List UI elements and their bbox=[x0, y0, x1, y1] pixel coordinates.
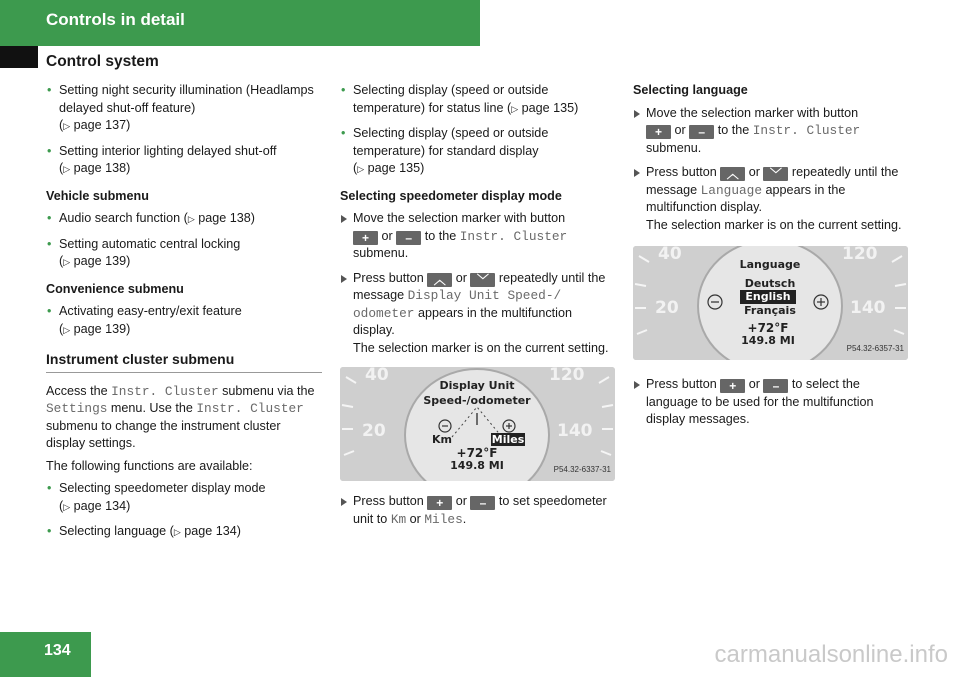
page-ref-arrow-icon: ▷ bbox=[63, 164, 71, 174]
up-button-icon: ︿ bbox=[720, 167, 745, 181]
figure-code: P54.32-6337-31 bbox=[553, 464, 611, 474]
page-link[interactable]: page 137 bbox=[73, 118, 127, 132]
page-link[interactable]: page 134 bbox=[73, 498, 127, 513]
minus-button-icon: – bbox=[689, 125, 714, 139]
option-miles-selected: Miles bbox=[491, 433, 525, 446]
subheading-convenience: Convenience submenu bbox=[46, 281, 184, 296]
paragraph-functions: The following functions are available: bbox=[46, 458, 253, 473]
section-marker bbox=[0, 46, 38, 68]
list-item: • Setting night security illumination (Headlamps delayed shut-off feature) (▷ page 137) bbox=[46, 82, 322, 136]
outside-temperature: +72°F bbox=[747, 321, 789, 335]
page-ref-arrow-icon: ▷ bbox=[357, 164, 365, 174]
list-item: • Selecting display (speed or outside temperature) for status line (▷ page 135) bbox=[340, 82, 616, 118]
step-item: Press button ︿ or ﹀ repeatedly until the message Language appears in the multifunction display. The selection marker is on the current setting. bbox=[633, 164, 911, 234]
down-button-icon: ﹀ bbox=[470, 273, 495, 287]
gauge-label-20: 20 bbox=[362, 421, 386, 441]
subheading-vehicle: Vehicle submenu bbox=[46, 188, 149, 203]
gauge-label-20: 20 bbox=[655, 298, 679, 318]
column-right bbox=[633, 82, 911, 436]
subheading-language: Selecting language bbox=[633, 83, 748, 97]
list-item: • Selecting speedometer display mode (▷ page 134) bbox=[46, 480, 322, 516]
cluster-display-language-figure bbox=[633, 246, 908, 360]
chapter-header-bar bbox=[0, 0, 480, 46]
gauge-label-120: 120 bbox=[842, 246, 878, 264]
column-middle bbox=[340, 82, 616, 535]
chapter-title: Controls in detail bbox=[46, 10, 185, 29]
page-link[interactable]: page 138 bbox=[73, 161, 127, 175]
up-button-icon: ︿ bbox=[427, 273, 452, 287]
page-ref-arrow-icon: ▷ bbox=[63, 501, 71, 512]
page-ref-arrow-icon: ▷ bbox=[63, 324, 71, 335]
gauge-label-40: 40 bbox=[658, 246, 682, 264]
paragraph-access: Access the Instr. Cluster submenu via the Settings menu. Use the Instr. Cluster submenu to change the instrument cluster display settings. bbox=[46, 383, 315, 450]
page-ref-arrow-icon: ▷ bbox=[63, 121, 71, 131]
page-number: 134 bbox=[44, 642, 71, 659]
watermark-text: carmanualsonline.info bbox=[714, 641, 948, 668]
plus-button-icon: + bbox=[427, 496, 452, 510]
minus-button-icon: – bbox=[470, 496, 495, 510]
outside-temperature: +72°F bbox=[456, 446, 498, 460]
page-number-box bbox=[0, 632, 91, 677]
list-item: • Activating easy-entry/exit feature (▷ page 139) bbox=[46, 303, 322, 339]
subheading-speedometer-mode: Selecting speedometer display mode bbox=[340, 188, 562, 203]
language-option-deutsch: Deutsch bbox=[744, 277, 796, 290]
page-ref-arrow-icon: ▷ bbox=[511, 103, 519, 114]
page-link[interactable]: page 139 bbox=[73, 321, 127, 336]
list-item: • Selecting language (▷ page 134) bbox=[46, 523, 322, 542]
page-link[interactable]: page 135 bbox=[367, 161, 421, 175]
cluster-display-speedometer-figure bbox=[340, 367, 615, 481]
column-left bbox=[46, 82, 322, 549]
figure-code: P54.32-6357-31 bbox=[846, 343, 904, 353]
section-title: Control system bbox=[46, 53, 159, 70]
display-title-language: Language bbox=[739, 258, 801, 271]
down-button-icon: ﹀ bbox=[763, 167, 788, 181]
page-link[interactable]: page 134 bbox=[184, 524, 237, 538]
display-title-line2: Speed-/odometer bbox=[423, 394, 531, 407]
odometer-reading: 149.8 MI bbox=[450, 459, 504, 472]
gauge-label-40: 40 bbox=[365, 367, 389, 385]
page-ref-arrow-icon: ▷ bbox=[187, 214, 195, 224]
gauge-label-140: 140 bbox=[557, 421, 593, 441]
heading-instrument-cluster: Instrument cluster submenu bbox=[46, 351, 322, 373]
display-title-line1: Display Unit bbox=[439, 379, 515, 392]
list-item: • Audio search function (▷ page 138) bbox=[46, 210, 322, 229]
list-item: • Selecting display (speed or outside temperature) for standard display (▷ page 135) bbox=[340, 125, 616, 179]
page-link[interactable]: page 139 bbox=[73, 254, 127, 268]
minus-button-icon: – bbox=[396, 231, 421, 245]
option-km: Km bbox=[432, 433, 452, 446]
language-option-english-selected: English bbox=[745, 290, 791, 303]
odometer-reading: 149.8 MI bbox=[741, 334, 795, 347]
step-item: Move the selection marker with button + or – to the Instr. Cluster submenu. bbox=[340, 210, 616, 263]
list-item: • Setting automatic central locking (▷ page 139) bbox=[46, 236, 322, 272]
list-item: • Setting interior lighting delayed shut-off (▷ page 138) bbox=[46, 143, 322, 179]
plus-button-icon: + bbox=[720, 379, 745, 393]
language-option-francais: Français bbox=[744, 304, 796, 317]
step-item: Press button ︿ or ﹀ repeatedly until the message Display Unit Speed-/ odometer appears in the multifunction display. The selection marker is on the current setting. bbox=[340, 270, 616, 358]
page-link[interactable]: page 135 bbox=[521, 100, 575, 115]
gauge-label-140: 140 bbox=[850, 298, 886, 318]
plus-button-icon: + bbox=[646, 125, 671, 139]
page-link[interactable]: page 138 bbox=[198, 211, 251, 225]
page-ref-arrow-icon: ▷ bbox=[63, 257, 71, 267]
step-item: Press button + or – to select the language to be used for the multifunction display messages. bbox=[633, 376, 911, 429]
step-item: Move the selection marker with button + or – to the Instr. Cluster submenu. bbox=[633, 105, 911, 158]
gauge-label-120: 120 bbox=[549, 367, 585, 385]
plus-button-icon: + bbox=[353, 231, 378, 245]
step-item: Press button + or – to set speedometer unit to Km or Miles. bbox=[340, 493, 616, 528]
minus-button-icon: – bbox=[763, 379, 788, 393]
page-ref-arrow-icon: ▷ bbox=[173, 527, 181, 537]
